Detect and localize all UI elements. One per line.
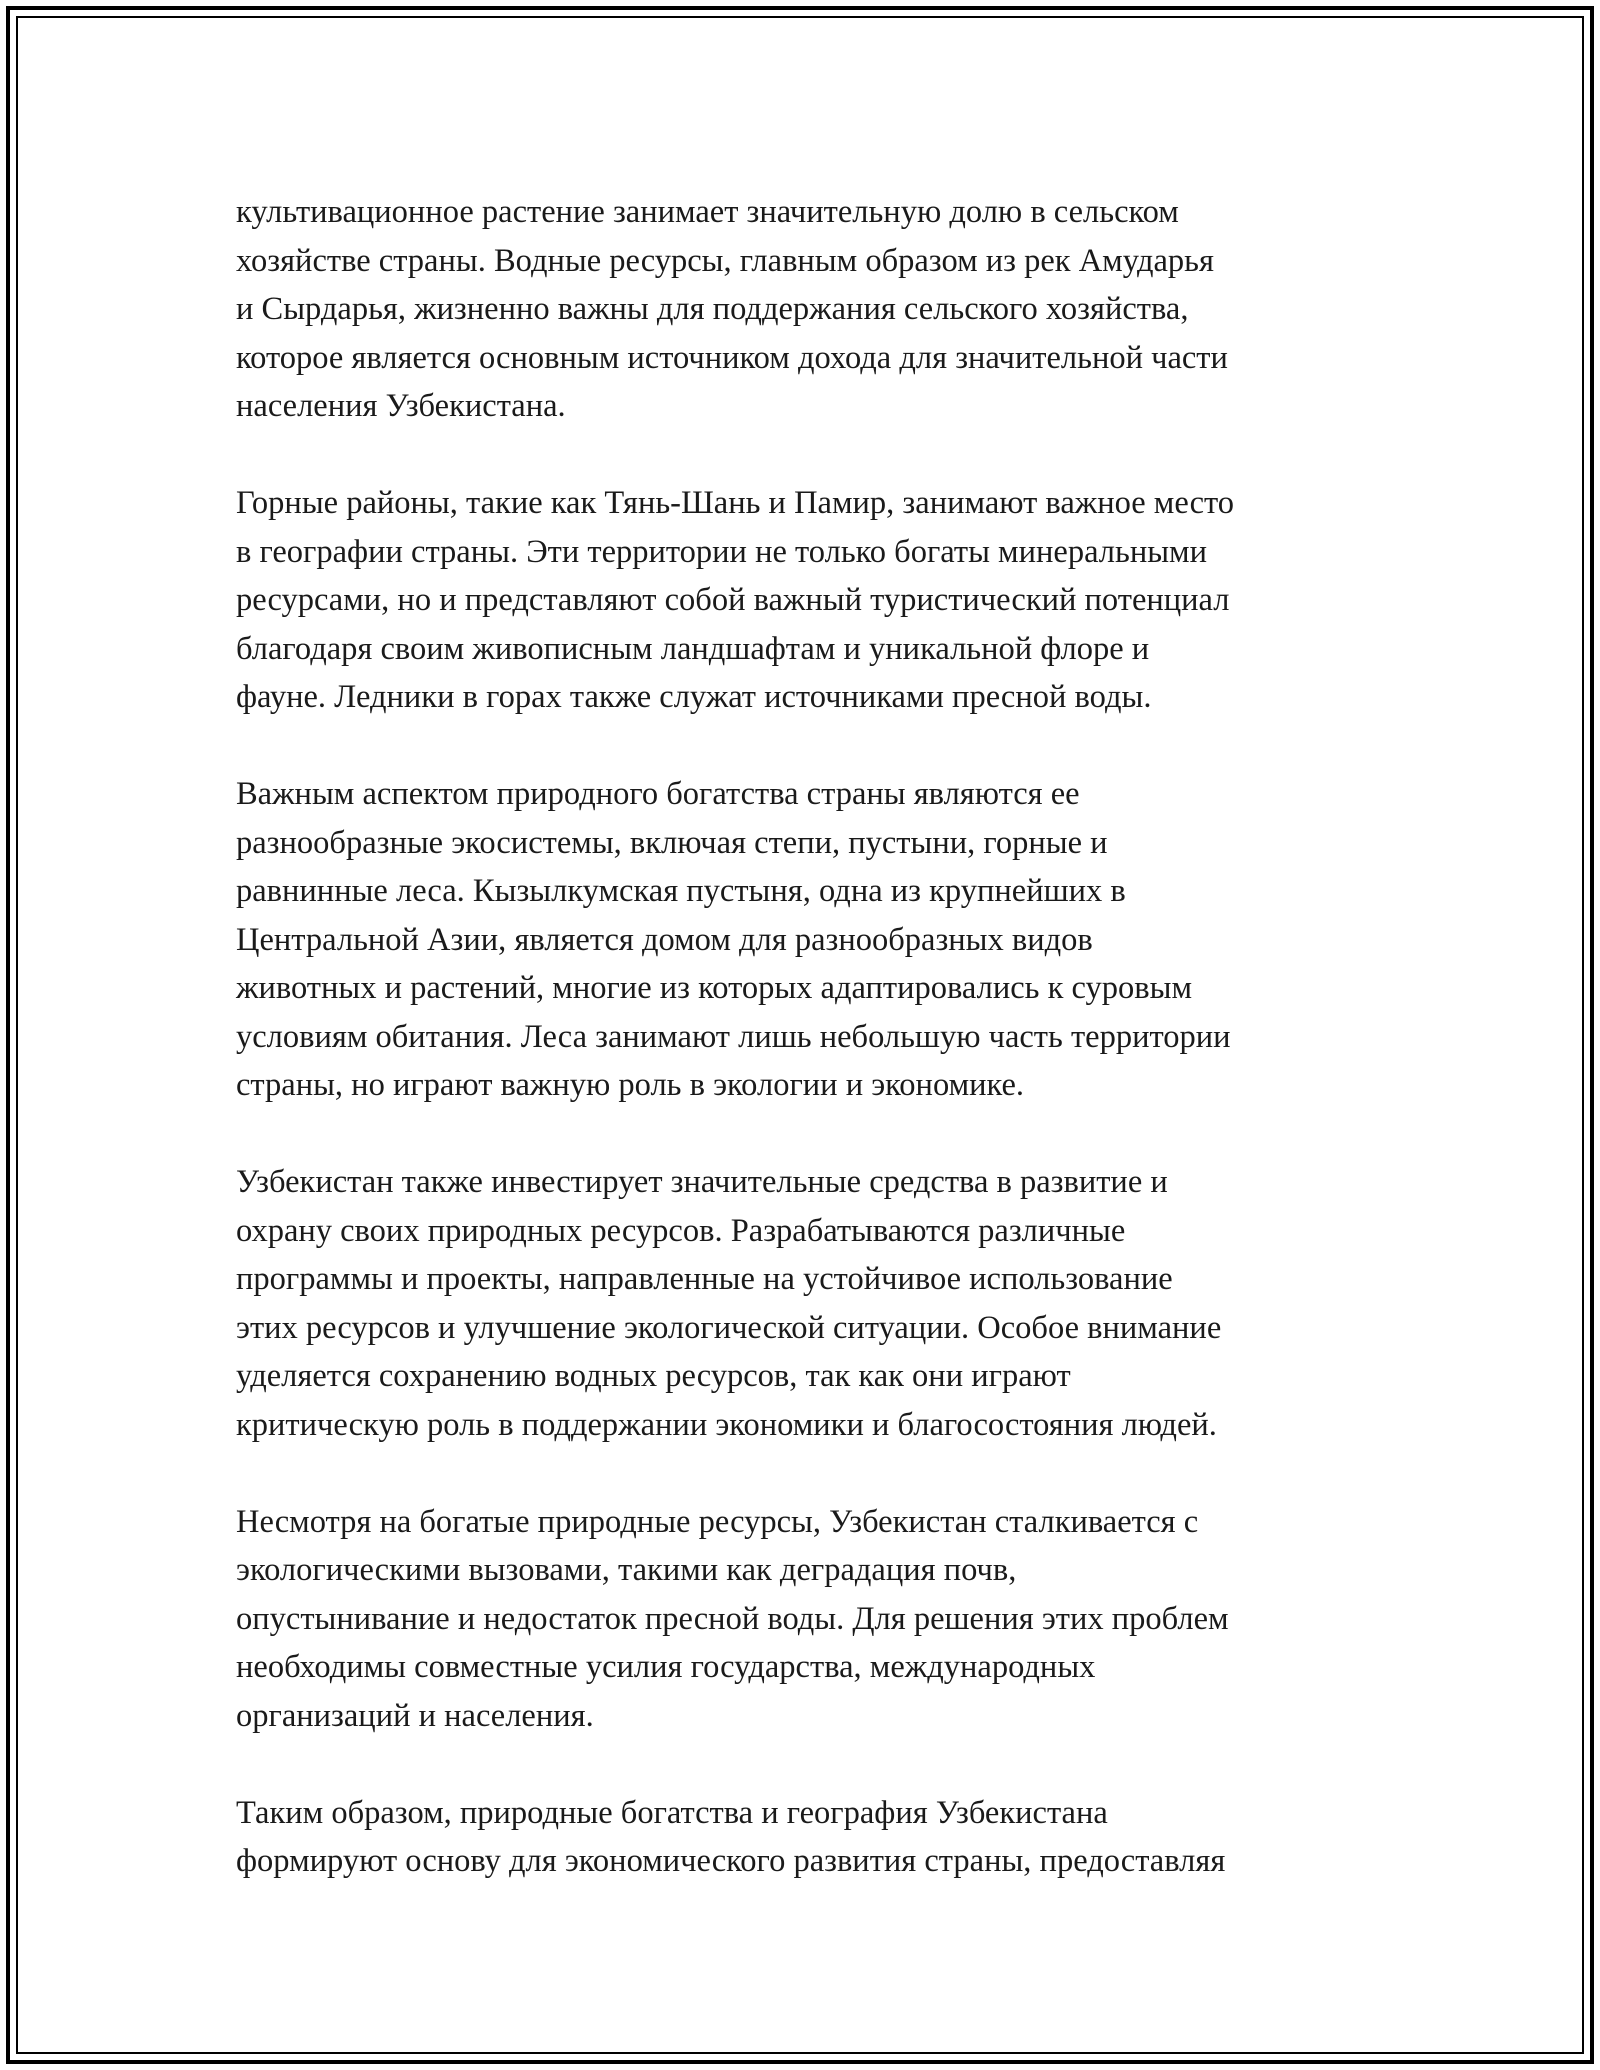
text-line: равнинные леса. Кызылкумская пустыня, одна из крупнейших в <box>236 873 1126 909</box>
text-line: Таким образом, природные богатства и география Узбекистана <box>236 1794 1108 1831</box>
text-line: Узбекистан также инвестирует значительные средства в развитие и <box>236 1164 1168 1200</box>
text-line: Несмотря на богатые природные ресурсы, Узбекистан сталкивается с <box>236 1503 1199 1540</box>
text-line: страны, но играют важную роль в экологии и экономике. <box>236 1067 1025 1103</box>
text-line: населения Узбекистана. <box>236 388 566 424</box>
text-line: Центральной Азии, является домом для разнообразных видов <box>236 921 1093 958</box>
text-line: культивационное растение занимает значительную долю в сельском <box>236 194 1179 230</box>
text-line: благодаря своим живописным ландшафтам и уникальной флоре и <box>236 630 1150 667</box>
text-line: условиям обитания. Леса занимают лишь небольшую часть территории <box>236 1018 1231 1055</box>
paragraph-3 <box>236 770 1386 1110</box>
text-line: этих ресурсов и улучшение экологической ситуации. Особое внимание <box>236 1309 1222 1346</box>
text-line: формируют основу для экономического развития страны, предоставляя <box>236 1843 1226 1879</box>
text-line: в географии страны. Эти территории не только богаты минеральными <box>236 533 1208 570</box>
text-line: ресурсами, но и представляют собой важный туристический потенциал <box>236 582 1230 618</box>
document-body <box>236 188 1386 1934</box>
paragraph-5 <box>236 1498 1386 1741</box>
paragraph-2 <box>236 479 1386 722</box>
text-line: фауне. Ледники в горах также служат источниками пресной воды. <box>236 679 1152 715</box>
paragraph-4 <box>236 1158 1386 1449</box>
text-line: охрану своих природных ресурсов. Разрабатываются различные <box>236 1212 1126 1249</box>
text-line: уделяется сохранению водных ресурсов, так как они играют <box>236 1358 1071 1394</box>
text-line: животных и растений, многие из которых адаптировались к суровым <box>236 970 1193 1006</box>
text-line: программы и проекты, направленные на устойчивое использование <box>236 1261 1173 1297</box>
text-line: которое является основным источником дохода для значительной части <box>236 339 1228 376</box>
text-line: Важным аспектом природного богатства страны являются ее <box>236 776 1080 812</box>
text-line: Горные районы, такие как Тянь-Шань и Памир, занимают важное место <box>236 485 1235 521</box>
text-line: экологическими вызовами, такими как деградация почв, <box>236 1552 1017 1588</box>
text-line: хозяйстве страны. Водные ресурсы, главным образом из рек Амударья <box>236 242 1214 279</box>
text-line: необходимы совместные усилия государства, международных <box>236 1649 1096 1685</box>
text-line: и Сырдарья, жизненно важны для поддержания сельского хозяйства, <box>236 291 1189 327</box>
text-line: опустынивание и недостаток пресной воды. Для решения этих проблем <box>236 1600 1229 1637</box>
text-line: разнообразные экосистемы, включая степи, пустыни, горные и <box>236 824 1108 861</box>
paragraph-1 <box>236 188 1386 431</box>
text-line: критическую роль в поддержании экономики и благосостояния людей. <box>236 1406 1217 1443</box>
paragraph-6 <box>236 1789 1386 1886</box>
text-line: организаций и населения. <box>236 1697 594 1734</box>
